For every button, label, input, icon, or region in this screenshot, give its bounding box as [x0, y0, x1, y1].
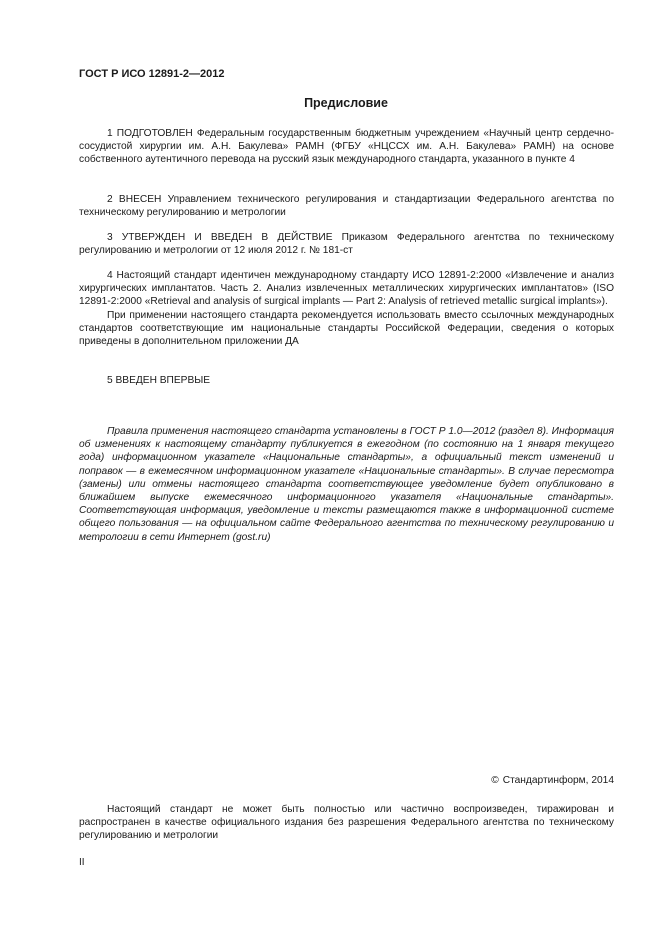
item-4 [79, 269, 614, 348]
page-title: Предисловие [304, 96, 388, 110]
item-3-text: 3 УТВЕРЖДЕН И ВВЕДЕН В ДЕЙСТВИЕ Приказом Федерального агентства по техническому регулированию и метрологии от 12 июля 2012 г. № 181-ст [79, 232, 614, 257]
item-3 [79, 231, 614, 257]
item-1-text: 1 ПОДГОТОВЛЕН Федеральным государственным бюджетным учреждением «Научный центр сердечно-сосудистой хирургии им. А.Н. Бакулева» РАМН (ФГБУ «НЦССХ им. А.Н. Бакулева» РАМН) на основе собственного аутентичного перевода на русский язык международного стандарта, указанного в пункте 4 [79, 128, 614, 166]
page-number: II [79, 857, 85, 868]
item-1 [79, 127, 614, 167]
item-2-text: 2 ВНЕСЕН Управлением технического регулирования и стандартизации Федерального агентства по техническому регулированию и метрологии [79, 194, 614, 219]
item-5 [79, 374, 614, 387]
item-5-text: 5 ВВЕДЕН ВПЕРВЫЕ [107, 375, 211, 386]
item-4-text: 4 Настоящий стандарт идентичен международному стандарту ИСО 12891-2:2000 «Извлечение и анализ хирургических имплантатов. Часть 2. Анализ извлеченных металлических хирургических имплантатов» (ISO 12891-2:2000 «Retrieval and analysis of surgical implants — Part 2: Analysis of retrieved metallic surgical implants»). [79, 270, 614, 308]
application-rules-notice [79, 425, 614, 544]
copyright-symbol: © [491, 775, 499, 786]
item-4-note-text: При применении настоящего стандарта рекомендуется использовать вместо ссылочных международных стандартов соответствующие им национальные стандарты Российской Федерации, сведения о которых приведены в дополнительном приложении ДА [79, 309, 614, 348]
copyright-text: Стандартинформ, 2014 [502, 775, 614, 786]
reproduction-notice [79, 803, 614, 843]
application-rules-text: Правила применения настоящего стандарта установлены в ГОСТ Р 1.0—2012 (раздел 8). Информация об изменениях к настоящему стандарту публикуется в ежегодном (по состоянию на 1 января текущего года) информационном указателе «Национальные стандарты», а официальный текст изменений и поправок — в ежемесячном информационном указателе «Национальные стандарты». В случае пересмотра (замены) или отмены настоящего стандарта соответствующее уведомление будет опубликовано в ближайшем выпуске ежемесячного информационного указателя «Национальные стандарты». Соответствующая информация, уведомление и тексты размещаются также в информационной системе общего пользования — на официальном сайте Федерального агентства по техническому регулированию и метрологии в сети Интернет (gost.ru) [79, 426, 614, 543]
copyright-line [491, 775, 614, 786]
item-2 [79, 193, 614, 219]
document-code-header: ГОСТ Р ИСО 12891-2—2012 [79, 68, 225, 80]
reproduction-notice-text: Настоящий стандарт не может быть полностью или частично воспроизведен, тиражирован и распространен в качестве официального издания без разрешения Федерального агентства по техническому регулированию и метрологии [79, 804, 614, 842]
